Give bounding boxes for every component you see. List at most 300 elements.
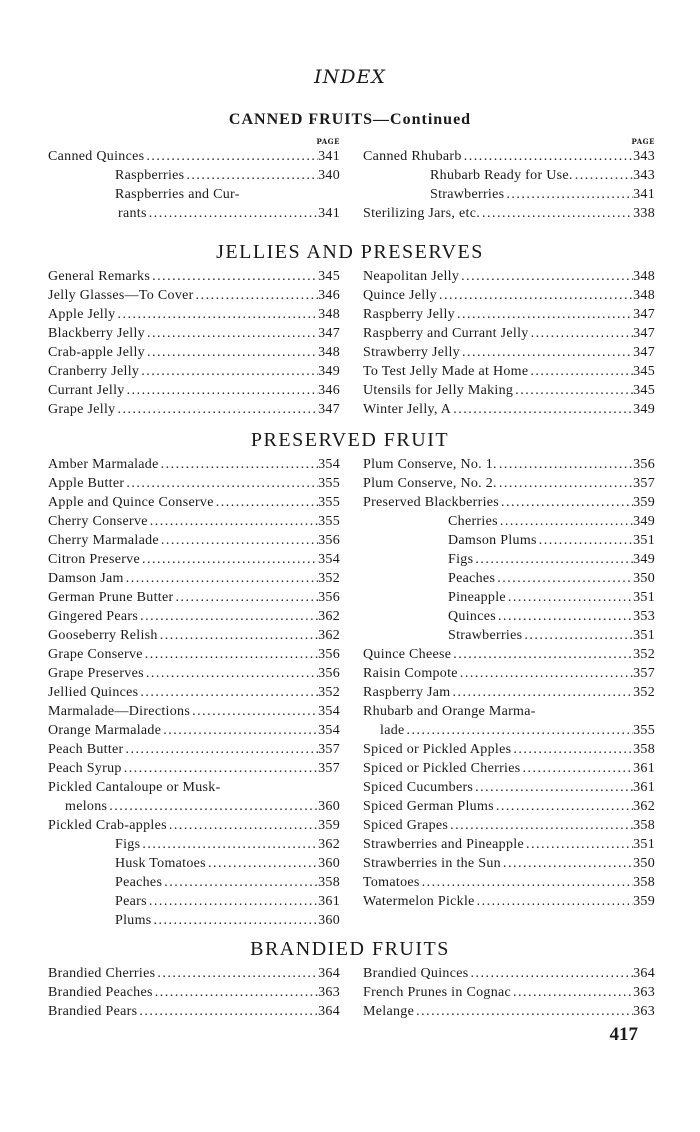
entry-title: Peaches: [115, 875, 163, 890]
entry-page-number: 348: [318, 307, 340, 322]
dot-leader: [473, 550, 633, 569]
entry-title: Winter Jelly, A: [363, 402, 452, 417]
entry-page-number: 352: [318, 685, 340, 700]
entry-page-number: 347: [633, 326, 655, 341]
entry-page-number: 348: [318, 345, 340, 360]
right-column: [363, 267, 655, 419]
dot-leader: [573, 166, 633, 185]
dot-leader: [495, 569, 633, 588]
entry-title: General Remarks: [48, 269, 151, 284]
index-entry: [363, 664, 655, 683]
entry-title: Raspberries: [115, 168, 185, 183]
entry-title: Quinces: [448, 609, 496, 624]
entry-title: Brandied Peaches: [48, 985, 153, 1000]
entry-title: Plum Conserve, No. 1.: [363, 457, 497, 472]
right-column: [363, 137, 655, 223]
entry-page-number: 351: [633, 837, 655, 852]
dot-leader: [511, 740, 633, 759]
dot-leader: [506, 588, 633, 607]
index-entry: [363, 588, 655, 607]
entry-page-number: 349: [633, 402, 655, 417]
page-number: 417: [609, 1024, 638, 1045]
index-entry: [363, 204, 655, 223]
dot-leader: [501, 854, 633, 873]
index-entry: [363, 147, 655, 166]
entry-page-number: 343: [633, 149, 655, 164]
entry-title: Spiced or Pickled Cherries: [363, 761, 521, 776]
entry-title: Raspberry Jelly: [363, 307, 455, 322]
left-column: [48, 964, 340, 1021]
dot-leader: [498, 512, 633, 531]
dot-leader: [140, 550, 318, 569]
entry-page-number: 361: [633, 780, 655, 795]
section-brandied-fruits: [48, 964, 655, 1021]
entry-title: Watermelon Pickle: [363, 894, 475, 909]
dot-leader: [513, 381, 633, 400]
index-entry: [48, 873, 340, 892]
dot-leader: [497, 474, 633, 493]
entry-page-number: 351: [633, 533, 655, 548]
entry-page-number: 364: [318, 966, 340, 981]
entry-page-number: 356: [318, 533, 340, 548]
index-entry: [363, 645, 655, 664]
entry-title: Cherry Marmalade: [48, 533, 159, 548]
section-jellies-preserves: [48, 267, 655, 419]
index-entry: [48, 512, 340, 531]
entry-page-number: 363: [633, 985, 655, 1000]
index-entry: [48, 324, 340, 343]
index-entry: [48, 185, 340, 204]
entry-page-number: 352: [633, 647, 655, 662]
entry-title: Strawberry Jelly: [363, 345, 460, 360]
index-entry: [48, 1002, 340, 1021]
index-entry: [363, 493, 655, 512]
index-entry: [363, 166, 655, 185]
entry-page-number: 359: [633, 495, 655, 510]
entry-page-number: 356: [318, 590, 340, 605]
entry-page-number: 341: [318, 149, 340, 164]
entry-title: To Test Jelly Made at Home: [363, 364, 529, 379]
dot-leader: [124, 740, 319, 759]
entry-page-number: 347: [633, 307, 655, 322]
dot-leader: [455, 305, 633, 324]
dot-leader: [214, 493, 318, 512]
index-entry: [363, 324, 655, 343]
entry-title: Strawberries and Pineapple: [363, 837, 524, 852]
entry-page-number: 358: [633, 875, 655, 890]
entry-title: Apple Jelly: [48, 307, 116, 322]
entry-page-number: 358: [633, 818, 655, 833]
dot-leader: [528, 362, 633, 381]
entry-page-number: 341: [633, 187, 655, 202]
entry-page-number: 360: [318, 913, 340, 928]
dot-leader: [524, 835, 633, 854]
page-column-label: PAGE: [631, 137, 655, 146]
dot-leader: [115, 305, 318, 324]
index-entry: [363, 569, 655, 588]
dot-leader: [137, 1002, 318, 1021]
entry-title: Raisin Compote: [363, 666, 458, 681]
entry-page-number: 358: [318, 875, 340, 890]
entry-title: rants: [118, 206, 147, 221]
dot-leader: [167, 816, 318, 835]
dot-leader: [153, 983, 318, 1002]
dot-leader: [147, 892, 318, 911]
entry-title: French Prunes in Cognac: [363, 985, 512, 1000]
entry-page-number: 355: [318, 476, 340, 491]
entry-title: Plum Conserve, No. 2.: [363, 476, 497, 491]
dot-leader: [122, 759, 318, 778]
index-entry: [363, 626, 655, 645]
dot-leader: [184, 166, 318, 185]
entry-title: Sterilizing Jars, etc.: [363, 206, 481, 221]
entry-title: lade: [380, 723, 405, 738]
entry-page-number: 352: [633, 685, 655, 700]
entry-title: Apple and Quince Conserve: [48, 495, 214, 510]
entry-page-number: 360: [318, 856, 340, 871]
dot-leader: [143, 645, 318, 664]
index-entry: [48, 721, 340, 740]
index-entry: [48, 305, 340, 324]
index-entry: [363, 873, 655, 892]
dot-leader: [148, 512, 318, 531]
entry-page-number: 349: [633, 514, 655, 529]
section-heading-canned-fruits: CANNED FRUITS—Continued: [228, 111, 472, 128]
dot-leader: [138, 607, 318, 626]
dot-leader: [451, 400, 633, 419]
dot-leader: [405, 721, 634, 740]
index-entry: [363, 607, 655, 626]
entry-title: Jellied Quinces: [48, 685, 139, 700]
index-entry: [363, 531, 655, 550]
dot-leader: [144, 664, 318, 683]
entry-page-number: 349: [633, 552, 655, 567]
entry-page-number: 351: [633, 628, 655, 643]
index-entry: [363, 286, 655, 305]
entry-page-number: 363: [318, 985, 340, 1000]
section-heading-jellies-preserves: JELLIES AND PRESERVES: [216, 241, 484, 263]
entry-page-number: 355: [318, 514, 340, 529]
index-entry: [48, 569, 340, 588]
dot-leader: [124, 474, 318, 493]
entry-title: Strawberries: [430, 187, 505, 202]
index-entry: [48, 166, 340, 185]
entry-title: Damson Plums: [448, 533, 537, 548]
entry-title: Damson Jam: [48, 571, 124, 586]
index-entry: [48, 816, 340, 835]
index-entry: [363, 778, 655, 797]
entry-page-number: 354: [318, 457, 340, 472]
dot-leader: [107, 797, 318, 816]
entry-page-number: 353: [633, 609, 655, 624]
dot-leader: [150, 267, 318, 286]
entry-title: Raspberry and Currant Jelly: [363, 326, 529, 341]
entry-page-number: 345: [633, 383, 655, 398]
index-entry: [363, 892, 655, 911]
dot-leader: [499, 493, 633, 512]
entry-title: Apple Butter: [48, 476, 125, 491]
index-entry: [363, 474, 655, 493]
index-entry: [48, 381, 340, 400]
dot-leader: [140, 835, 318, 854]
dot-leader: [173, 588, 318, 607]
entry-page-number: 348: [633, 269, 655, 284]
entry-title: Cherry Conserve: [48, 514, 148, 529]
entry-page-number: 356: [633, 457, 655, 472]
index-entry: [48, 362, 340, 381]
entry-title: Pickled Crab-apples: [48, 818, 167, 833]
entry-title: Gingered Pears: [48, 609, 139, 624]
dot-leader: [494, 797, 633, 816]
page-title: INDEX: [314, 66, 386, 88]
index-entry: [48, 493, 340, 512]
entry-page-number: 356: [318, 647, 340, 662]
entry-page-number: 357: [318, 742, 340, 757]
entry-title: Strawberries in the Sun: [363, 856, 501, 871]
dot-leader: [158, 626, 318, 645]
entry-page-number: 363: [633, 1004, 655, 1019]
index-entry: [48, 911, 340, 930]
index-entry: [363, 683, 655, 702]
page-column-label: PAGE: [316, 137, 340, 146]
entry-title: Preserved Blackberries: [363, 495, 500, 510]
dot-leader: [451, 683, 634, 702]
entry-title: Grape Preserves: [48, 666, 144, 681]
entry-title: Tomatoes: [363, 875, 420, 890]
entry-title: Orange Marmalade: [48, 723, 162, 738]
dot-leader: [460, 343, 633, 362]
entry-page-number: 362: [633, 799, 655, 814]
index-entry: [48, 983, 340, 1002]
entry-page-number: 354: [318, 723, 340, 738]
index-entry: [363, 983, 655, 1002]
entry-page-number: 362: [318, 837, 340, 852]
left-column: [48, 455, 340, 930]
entry-page-number: 354: [318, 704, 340, 719]
entry-title: Quince Cheese: [363, 647, 452, 662]
dot-leader: [469, 964, 634, 983]
entry-title: Strawberries: [448, 628, 523, 643]
index-entry: [363, 835, 655, 854]
entry-title: Figs: [448, 552, 474, 567]
dot-leader: [159, 455, 318, 474]
entry-title: Peach Syrup: [48, 761, 122, 776]
entry-title: Brandied Cherries: [48, 966, 156, 981]
entry-title: Pickled Cantaloupe or Musk-: [48, 780, 221, 795]
entry-title: Citron Preserve: [48, 552, 140, 567]
index-entry: [48, 286, 340, 305]
dot-leader: [458, 664, 633, 683]
dot-leader: [147, 204, 318, 223]
index-entry: [363, 759, 655, 778]
index-entry: [363, 343, 655, 362]
entry-page-number: 364: [318, 1004, 340, 1019]
dot-leader: [496, 607, 633, 626]
dot-leader: [437, 286, 633, 305]
dot-leader: [521, 759, 634, 778]
dot-leader: [462, 147, 633, 166]
index-entry: [363, 512, 655, 531]
index-entry: [48, 147, 340, 166]
entry-title: Pineapple: [448, 590, 506, 605]
entry-title: Rhubarb and Orange Marma-: [363, 704, 536, 719]
index-entry: [363, 550, 655, 569]
right-column: [363, 964, 655, 1021]
entry-title: Spiced German Plums: [363, 799, 494, 814]
entry-title: Amber Marmalade: [48, 457, 159, 472]
entry-title: melons: [65, 799, 108, 814]
dot-leader: [206, 854, 318, 873]
dot-leader: [475, 892, 633, 911]
index-entry: [48, 400, 340, 419]
dot-leader: [414, 1002, 633, 1021]
dot-leader: [190, 702, 318, 721]
section-preserved-fruit: [48, 455, 655, 930]
entry-page-number: 338: [633, 206, 655, 221]
entry-title: Grape Conserve: [48, 647, 143, 662]
dot-leader: [504, 185, 633, 204]
entry-title: German Prune Butter: [48, 590, 174, 605]
index-entry: [363, 721, 655, 740]
index-entry: [363, 455, 655, 474]
dot-leader: [420, 873, 633, 892]
index-entry: [363, 381, 655, 400]
entry-page-number: 355: [633, 723, 655, 738]
dot-leader: [529, 324, 634, 343]
entry-page-number: 361: [633, 761, 655, 776]
entry-title: Cranberry Jelly: [48, 364, 140, 379]
entry-title: Marmalade—Directions: [48, 704, 191, 719]
index-entry: [363, 185, 655, 204]
dot-leader: [522, 626, 633, 645]
entry-page-number: 362: [318, 628, 340, 643]
entry-page-number: 351: [633, 590, 655, 605]
entry-page-number: 359: [633, 894, 655, 909]
index-entry: [48, 645, 340, 664]
index-entry: [48, 455, 340, 474]
dot-leader: [155, 964, 318, 983]
entry-title: Utensils for Jelly Making: [363, 383, 514, 398]
index-entry: [48, 702, 340, 721]
dot-leader: [145, 343, 318, 362]
index-entry: [48, 778, 340, 797]
entry-title: Figs: [115, 837, 141, 852]
dot-leader: [124, 569, 318, 588]
entry-page-number: 359: [318, 818, 340, 833]
index-entry: [48, 204, 340, 223]
dot-leader: [152, 911, 319, 930]
index-entry: [363, 305, 655, 324]
entry-page-number: 357: [633, 666, 655, 681]
entry-page-number: 361: [318, 894, 340, 909]
entry-title: Peach Butter: [48, 742, 124, 757]
entry-title: Plums: [115, 913, 152, 928]
index-entry: [48, 343, 340, 362]
index-entry: [363, 816, 655, 835]
entry-page-number: 358: [633, 742, 655, 757]
entry-title: Gooseberry Relish: [48, 628, 158, 643]
index-entry: [48, 607, 340, 626]
index-entry: [48, 267, 340, 286]
entry-page-number: 346: [318, 383, 340, 398]
entry-page-number: 346: [318, 288, 340, 303]
dot-leader: [473, 778, 633, 797]
index-entry: [48, 797, 340, 816]
index-entry: [48, 531, 340, 550]
index-entry: [363, 1002, 655, 1021]
entry-page-number: 355: [318, 495, 340, 510]
entry-title: Grape Jelly: [48, 402, 116, 417]
entry-title: Canned Rhubarb: [363, 149, 462, 164]
entry-page-number: 349: [318, 364, 340, 379]
entry-page-number: 360: [318, 799, 340, 814]
entry-title: Jelly Glasses—To Cover: [48, 288, 194, 303]
entry-title: Raspberry Jam: [363, 685, 451, 700]
index-entry: [363, 400, 655, 419]
index-entry: [48, 683, 340, 702]
dot-leader: [144, 147, 318, 166]
section-heading-brandied-fruits: BRANDIED FRUITS: [250, 938, 450, 960]
index-entry: [48, 550, 340, 569]
entry-title: Canned Quinces: [48, 149, 145, 164]
dot-leader: [497, 455, 633, 474]
entry-title: Currant Jelly: [48, 383, 125, 398]
entry-page-number: 364: [633, 966, 655, 981]
dot-leader: [125, 381, 318, 400]
entry-title: Brandied Quinces: [363, 966, 469, 981]
index-entry: [48, 664, 340, 683]
index-entry: [48, 740, 340, 759]
dot-leader: [511, 983, 633, 1002]
index-entry: [48, 835, 340, 854]
entry-page-number: 340: [318, 168, 340, 183]
entry-page-number: 343: [633, 168, 655, 183]
entry-title: Spiced or Pickled Apples: [363, 742, 512, 757]
entry-title: Husk Tomatoes: [115, 856, 206, 871]
left-column: [48, 267, 340, 419]
entry-page-number: 352: [318, 571, 340, 586]
entry-page-number: 348: [633, 288, 655, 303]
dot-leader: [537, 531, 633, 550]
entry-page-number: 347: [318, 326, 340, 341]
entry-page-number: 356: [318, 666, 340, 681]
index-entry: [48, 854, 340, 873]
entry-title: Raspberries and Cur-: [115, 187, 240, 202]
index-entry: [363, 740, 655, 759]
dot-leader: [459, 267, 633, 286]
dot-leader: [194, 286, 318, 305]
dot-leader: [145, 324, 318, 343]
entry-title: Cherries: [448, 514, 498, 529]
index-entry: [48, 964, 340, 983]
dot-leader: [138, 683, 318, 702]
right-column: [363, 455, 655, 930]
index-entry: [363, 797, 655, 816]
entry-title: Spiced Grapes: [363, 818, 449, 833]
entry-page-number: 350: [633, 571, 655, 586]
section-heading-preserved-fruit: PRESERVED FRUIT: [250, 429, 450, 451]
entry-title: Neapolitan Jelly: [363, 269, 460, 284]
left-column: [48, 137, 340, 223]
entry-title: Rhubarb Ready for Use.: [430, 168, 573, 183]
entry-page-number: 345: [633, 364, 655, 379]
entry-title: Spiced Cucumbers: [363, 780, 474, 795]
entry-title: Peaches: [448, 571, 496, 586]
entry-page-number: 357: [633, 476, 655, 491]
entry-page-number: 347: [633, 345, 655, 360]
index-entry: [363, 854, 655, 873]
entry-title: Melange: [363, 1004, 415, 1019]
